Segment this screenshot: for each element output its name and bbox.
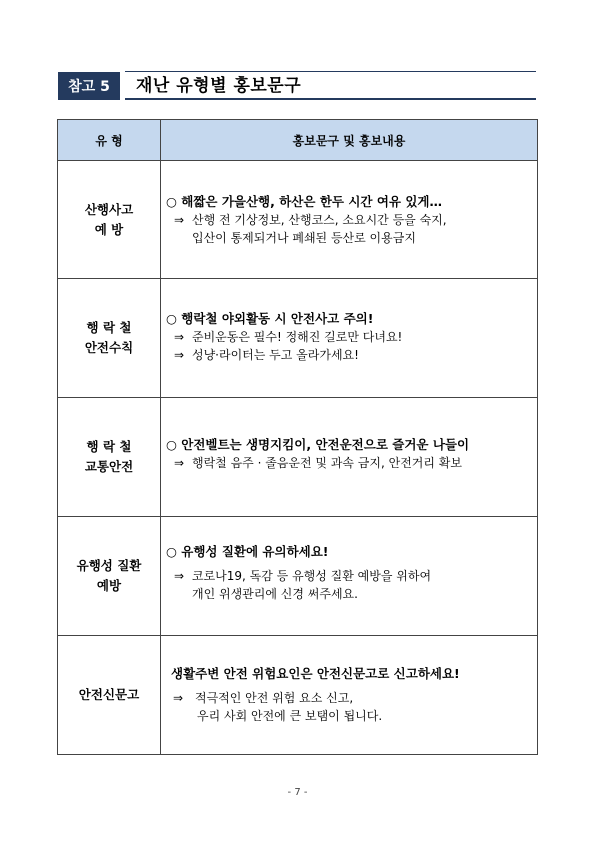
column-header-type: 유 형 — [58, 120, 161, 161]
detail-text: 준비운동은 필수! 정해진 길로만 다녀요! — [192, 330, 403, 344]
table-header-row — [58, 120, 538, 161]
type-cell — [58, 161, 161, 279]
type-label: 예방 — [96, 578, 122, 593]
content-cell — [161, 161, 538, 279]
header-bottom-rule — [125, 98, 536, 100]
table-row — [58, 161, 538, 279]
type-label: 예 방 — [94, 221, 124, 237]
arrow-icon: ⇒ — [174, 348, 185, 362]
arrow-icon: ⇒ — [174, 330, 185, 344]
type-cell — [58, 517, 161, 636]
content-cell — [161, 398, 538, 517]
arrow-icon: ⇒ — [174, 213, 185, 227]
detail-continuation: 개인 위생관리에 신경 써주세요. — [192, 587, 358, 601]
detail-text: 성냥·라이터는 두고 올라가세요! — [192, 348, 359, 362]
detail-item — [174, 346, 537, 364]
slogan: 생활주변 안전 위험요인은 안전신문고로 신고하세요! — [171, 666, 460, 681]
slogan: ○ 안전벨트는 생명지킴이, 안전운전으로 즐거운 나들이 — [166, 437, 470, 452]
content-cell — [161, 636, 538, 755]
detail-item — [174, 454, 537, 472]
detail-text: 산행 전 기상정보, 산행코스, 소요시간 등을 숙지, — [192, 213, 447, 227]
content-cell — [161, 517, 538, 636]
header-top-rule — [125, 71, 536, 72]
type-label: 산행사고 — [84, 201, 134, 217]
slogan: ○ 행락철 야외활동 시 안전사고 주의! — [166, 311, 374, 326]
detail-item — [174, 211, 537, 229]
type-label: 행 락 철 — [86, 439, 132, 454]
column-header-content: 홍보문구 및 홍보내용 — [161, 120, 538, 161]
type-label: 안전신문고 — [78, 687, 140, 702]
arrow-icon: ⇒ — [174, 569, 185, 583]
slogan: ○ 해짧은 가을산행, 하산은 한두 시간 여유 있게… — [166, 194, 442, 209]
section-title: 재난 유형별 홍보문구 — [136, 76, 302, 96]
type-cell — [58, 279, 161, 398]
content-cell — [161, 279, 538, 398]
type-label: 안전수칙 — [84, 340, 134, 355]
type-label: 유행성 질환 — [76, 558, 142, 573]
detail-continuation: 입산이 통제되거나 폐쇄된 등산로 이용금지 — [192, 231, 416, 245]
type-label: 교통안전 — [84, 459, 134, 474]
detail-item — [173, 689, 537, 707]
arrow-icon: ⇒ — [174, 456, 185, 470]
detail-text: 코로나19, 독감 등 유행성 질환 예방을 위하여 — [192, 569, 432, 583]
detail-text: 적극적인 안전 위험 요소 신고, — [195, 691, 354, 705]
page-number: - 7 - — [287, 787, 308, 798]
detail-text: 행락철 음주 · 졸음운전 및 과속 금지, 안전거리 확보 — [192, 456, 462, 470]
reference-badge: 참고 5 — [58, 72, 120, 100]
slogan: ○ 유행성 질환에 유의하세요! — [166, 544, 329, 559]
detail-item — [174, 567, 537, 585]
table-row — [58, 279, 538, 398]
type-cell — [58, 398, 161, 517]
arrow-icon: ⇒ — [173, 691, 184, 705]
table-row — [58, 398, 538, 517]
table-row — [58, 517, 538, 636]
detail-item — [174, 328, 537, 346]
section-header — [58, 70, 536, 102]
type-cell — [58, 636, 161, 755]
type-label: 행 락 철 — [86, 320, 132, 335]
table-row — [58, 636, 538, 755]
detail-continuation: 우리 사회 안전에 큰 보탬이 됩니다. — [197, 709, 383, 723]
promotion-table — [57, 119, 538, 755]
